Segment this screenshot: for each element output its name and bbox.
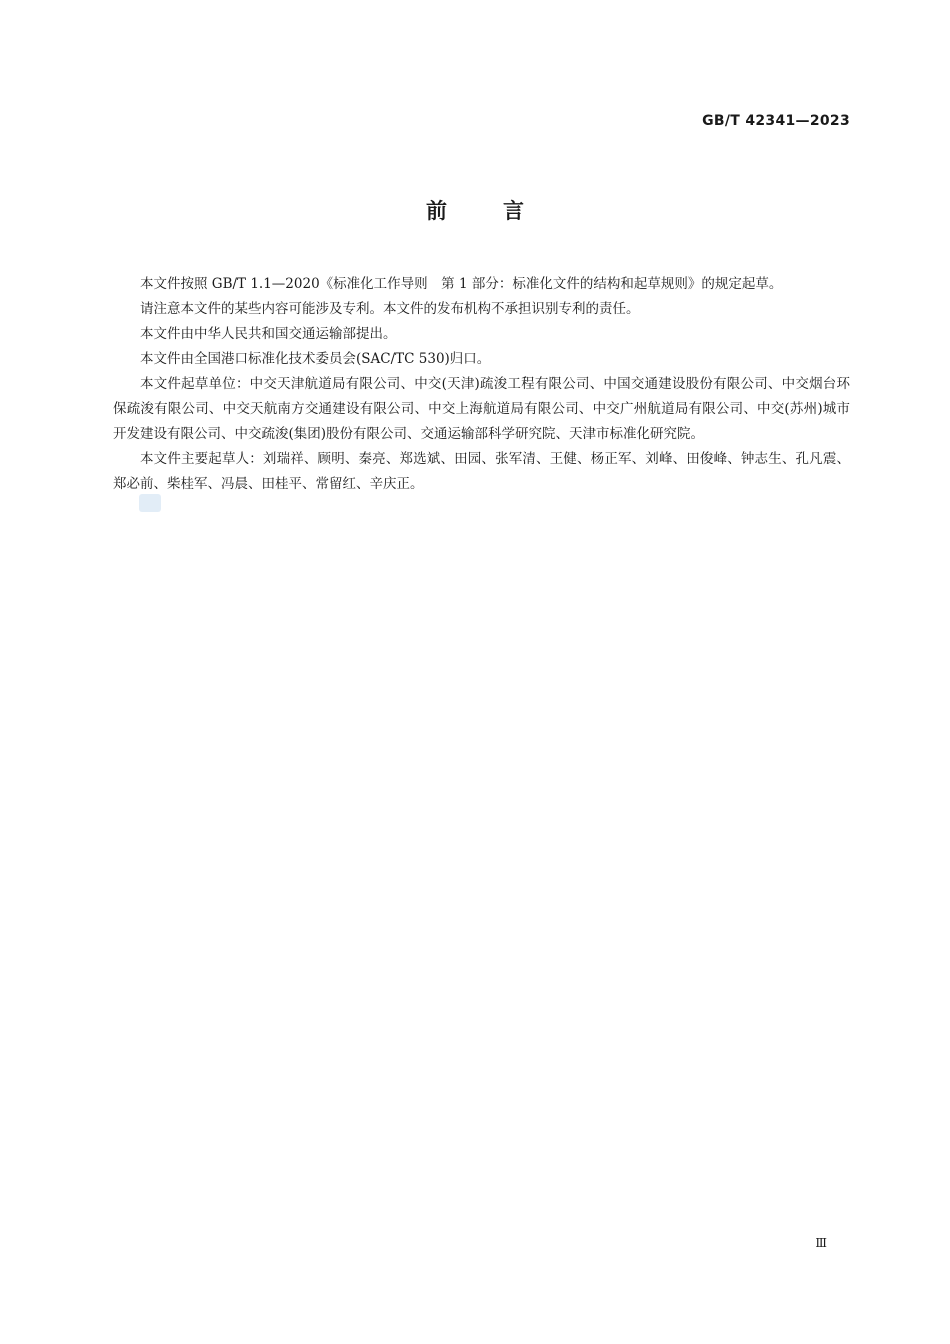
paragraph-patent-notice: 请注意本文件的某些内容可能涉及专利。本文件的发布机构不承担识别专利的责任。 xyxy=(140,301,640,317)
page-number: Ⅲ xyxy=(815,1236,827,1250)
paragraph-drafters: 本文件主要起草人：刘瑞祥、顾明、秦亮、郑选斌、田园、张军清、王健、杨正军、刘峰、田俊峰、钟志生、孔凡震、郑必前、柴桂军、冯晨、田桂平、常留红、辛庆正。 xyxy=(113,451,850,492)
paragraph-drafting-rules: 本文件按照 GB/T 1.1—2020《标准化工作导则 第 1 部分：标准化文件的结构和起草规则》的规定起草。 xyxy=(140,276,783,292)
standard-number: GB/T 42341—2023 xyxy=(702,113,850,129)
paragraph-proposer: 本文件由中华人民共和国交通运输部提出。 xyxy=(140,326,397,342)
paragraph-drafting-organizations: 本文件起草单位：中交天津航道局有限公司、中交(天津)疏浚工程有限公司、中国交通建设股份有限公司、中交烟台环保疏浚有限公司、中交天航南方交通建设有限公司、中交上海航道局有限公司、中交广州航道局有限公司、中交(苏州)城市开发建设有限公司、中交疏浚(集团)股份有限公司、交通运输部科学研究院、天津市标准化研究院。 xyxy=(113,376,850,442)
watermark-mark xyxy=(139,494,161,512)
paragraph-technical-committee: 本文件由全国港口标准化技术委员会(SAC/TC 530)归口。 xyxy=(140,351,491,367)
foreword-body xyxy=(113,272,850,497)
page-title: 前言 xyxy=(426,199,580,223)
